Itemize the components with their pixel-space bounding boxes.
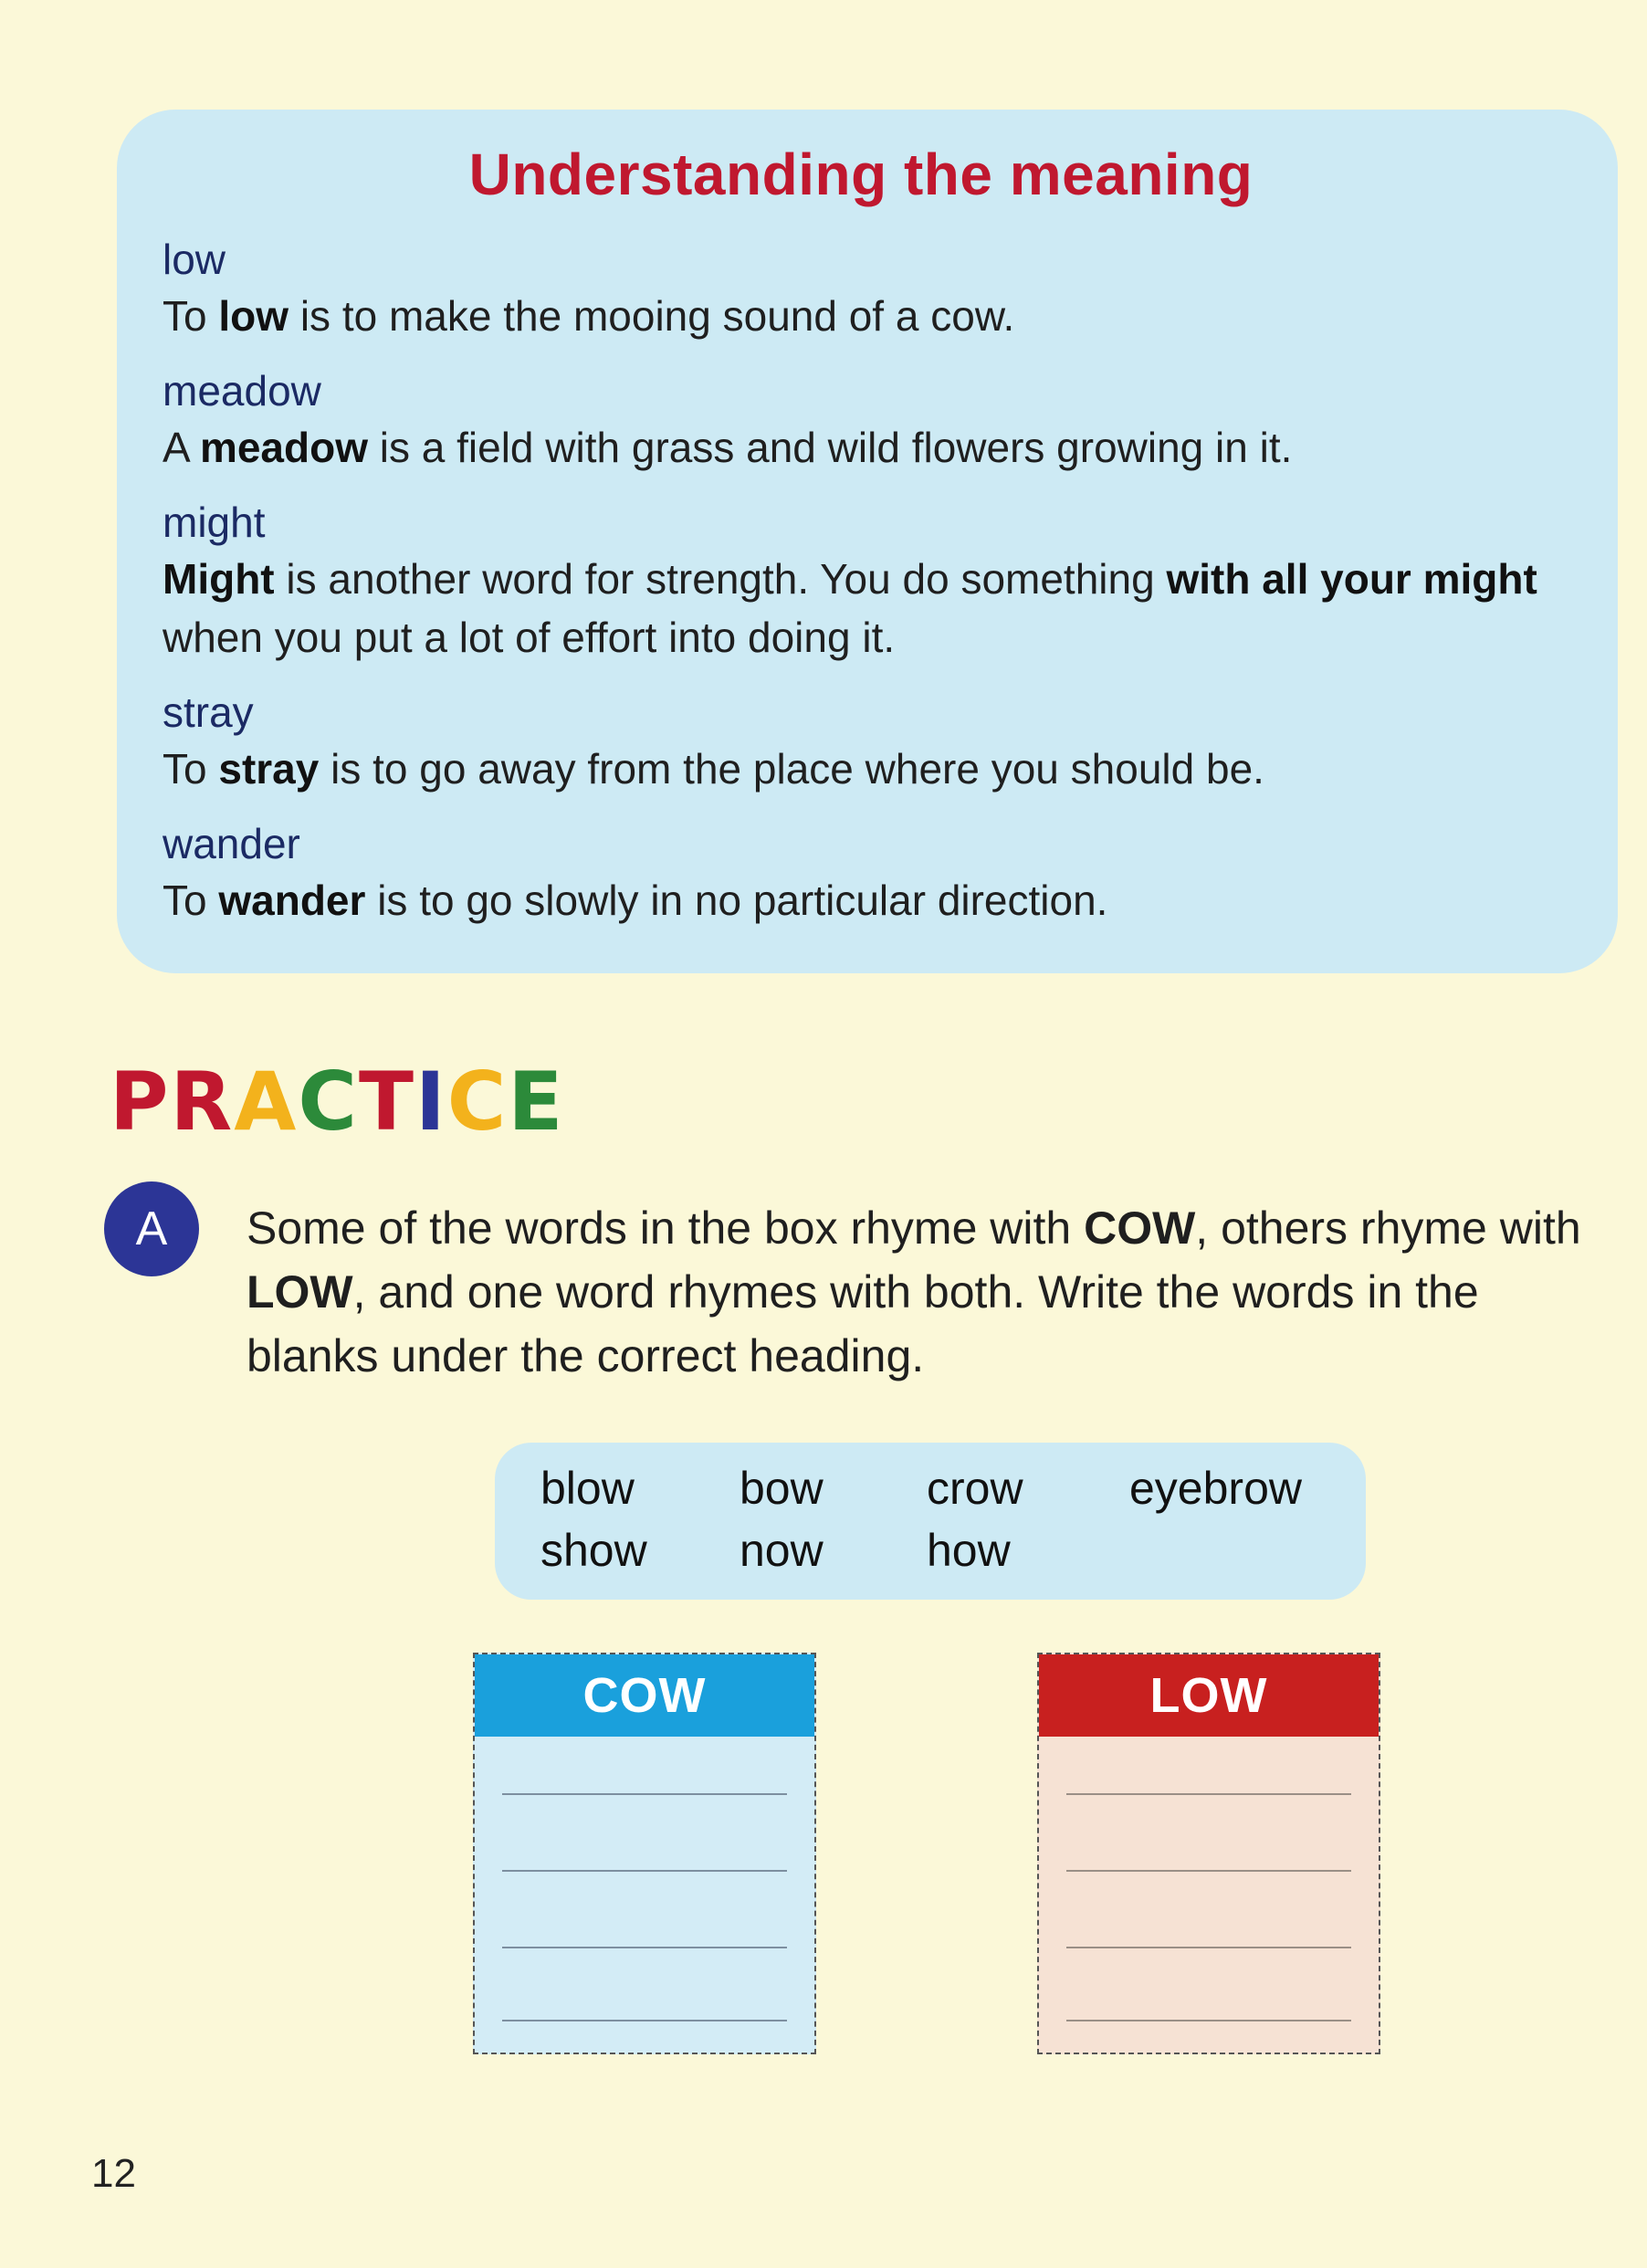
word-box [495,1443,1366,1600]
practice-letter: E [508,1055,565,1149]
entry-definition: Might is another word for strength. You do something with all your might when you put a lot of effort into doing it. [163,555,1537,661]
answer-blank[interactable] [1066,1870,1351,1872]
meaning-title: Understanding the meaning [468,142,1254,207]
practice-letter: T [358,1055,415,1149]
entry-definition: A meadow is a field with grass and wild flowers growing in it. [163,424,1293,471]
word-item: show [540,1525,647,1576]
answer-blank[interactable] [1066,1793,1351,1795]
cow-column [473,1653,816,2054]
exercise-badge: A [104,1181,199,1276]
practice-letter: C [446,1055,509,1149]
entry-definition: To stray is to go away from the place where you should be. [163,745,1264,793]
answer-blank[interactable] [502,1793,787,1795]
entry-definition: To wander is to go slowly in no particular direction. [163,877,1108,924]
meaning-box [117,110,1618,973]
entry-word: low [163,236,226,283]
word-item: now [740,1525,824,1576]
word-item: blow [540,1463,635,1514]
answer-blank[interactable] [1066,2020,1351,2021]
practice-letter: P [110,1055,171,1149]
entry-stray [163,685,1559,798]
word-item: crow [927,1463,1023,1514]
cow-heading: COW [475,1654,814,1737]
entry-definition: To low is to make the mooing sound of a cow. [163,292,1015,340]
page-number: 12 [91,2151,136,2196]
answer-blank[interactable] [1066,1947,1351,1948]
word-item: how [927,1525,1011,1576]
low-column [1037,1653,1380,2054]
entry-word: stray [163,688,254,736]
entry-meadow [163,363,1559,477]
practice-letter: A [234,1055,299,1149]
entry-wander [163,816,1559,929]
low-heading: LOW [1039,1654,1379,1737]
entry-word: wander [163,820,300,867]
exercise-instructions: Some of the words in the box rhyme with COW, others rhyme with LOW, and one word rhymes with both. Write the words in the blanks under the correct heading. [247,1202,1581,1381]
entry-word: meadow [163,367,321,415]
entry-low [163,232,1559,345]
practice-letter: I [415,1055,447,1149]
word-item [1129,1521,1312,1580]
word-grid [540,1459,1312,1580]
practice-letter: C [298,1055,359,1149]
word-item: bow [740,1463,824,1514]
entry-word: might [163,499,266,546]
practice-letter: R [170,1055,235,1149]
answer-blank[interactable] [502,1870,787,1872]
answer-blank[interactable] [502,1947,787,1948]
practice-heading [110,1055,564,1149]
entry-might [163,495,1559,667]
answer-blank[interactable] [502,2020,787,2021]
word-item: eyebrow [1129,1463,1302,1514]
